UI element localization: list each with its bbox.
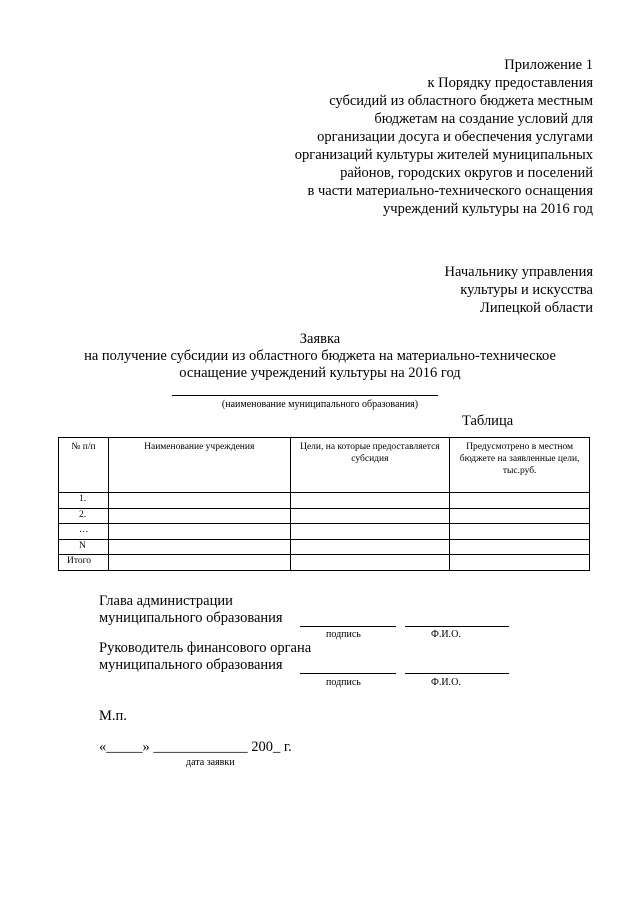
table-total-row: [59, 555, 590, 571]
cell-goals[interactable]: [290, 524, 450, 540]
appendix-line: Приложение 1: [504, 57, 593, 73]
table-row: [59, 524, 590, 540]
column-header-number: № п/п: [59, 438, 109, 493]
title-line: оснащение учреждений культуры на 2016 год: [179, 365, 461, 381]
total-label: Итого: [59, 555, 109, 571]
finance-name-field[interactable]: [405, 673, 509, 674]
appendix-line: организаций культуры жителей муниципальных: [294, 147, 593, 163]
date-caption: дата заявки: [186, 757, 235, 768]
appendix-header: [295, 56, 593, 218]
municipality-blank-line[interactable]: [172, 395, 438, 396]
finance-title-line1: Руководитель финансового органа: [99, 640, 312, 656]
title-heading: Заявка: [299, 331, 341, 347]
head-signature-field[interactable]: [300, 626, 396, 627]
head-title-line1: Глава администрации: [99, 593, 233, 609]
signature-caption: подпись: [326, 677, 361, 688]
finance-title-line2: муниципального образования: [99, 657, 283, 673]
table-label: Таблица: [462, 413, 514, 429]
cell-institution[interactable]: [108, 524, 290, 540]
row-number: N: [59, 539, 109, 555]
cell-goals[interactable]: [290, 539, 450, 555]
head-signature-label: [99, 593, 283, 627]
cell-budget[interactable]: [450, 493, 590, 509]
cell-budget[interactable]: [450, 524, 590, 540]
cell-goals[interactable]: [290, 493, 450, 509]
cell-budget[interactable]: [450, 508, 590, 524]
appendix-line: районов, городских округов и поселений: [340, 165, 593, 181]
appendix-line: бюджетам на создание условий для: [374, 111, 593, 127]
document-title: [0, 331, 640, 382]
cell-institution[interactable]: [108, 508, 290, 524]
addressee-block: [445, 263, 593, 317]
appendix-line: к Порядку предоставления: [427, 75, 593, 91]
application-date-field[interactable]: «_____» _____________ 200_ г.: [99, 739, 292, 755]
row-number: …: [59, 524, 109, 540]
finance-signature-field[interactable]: [300, 673, 396, 674]
finance-signature-label: [99, 640, 311, 674]
name-caption: Ф.И.О.: [431, 677, 461, 688]
appendix-line: учреждений культуры на 2016 год: [383, 201, 593, 217]
column-header-institution: Наименование учреждения: [108, 438, 290, 493]
appendix-line: субсидий из областного бюджета местным: [329, 93, 593, 109]
head-title-line2: муниципального образования: [99, 610, 283, 626]
appendix-line: организации досуга и обеспечения услугами: [317, 129, 593, 145]
table-header-row: [59, 438, 590, 493]
municipality-caption: (наименование муниципального образования): [221, 399, 419, 410]
cell-goals[interactable]: [290, 508, 450, 524]
row-number: 2.: [59, 508, 109, 524]
addressee-line: Липецкой области: [480, 300, 593, 316]
signature-caption: подпись: [326, 629, 361, 640]
cell-budget[interactable]: [450, 539, 590, 555]
name-caption: Ф.И.О.: [431, 629, 461, 640]
title-line: на получение субсидии из областного бюджета на материально-техническое: [84, 348, 556, 364]
cell-budget[interactable]: [450, 555, 590, 571]
column-header-goals: Цели, на которые предоставляется субсидия: [290, 438, 450, 493]
head-name-field[interactable]: [405, 626, 509, 627]
table-row: [59, 508, 590, 524]
cell-institution[interactable]: [108, 493, 290, 509]
stamp-place-label: М.п.: [99, 708, 127, 724]
request-table: [58, 437, 590, 571]
cell-goals[interactable]: [290, 555, 450, 571]
cell-institution[interactable]: [108, 555, 290, 571]
table-row: [59, 539, 590, 555]
row-number: 1.: [59, 493, 109, 509]
addressee-line: культуры и искусства: [460, 282, 593, 298]
addressee-line: Начальнику управления: [444, 264, 593, 280]
appendix-line: в части материально-технического оснащения: [307, 183, 593, 199]
table-row: [59, 493, 590, 509]
column-header-budget: Предусмотрено в местном бюджете на заявленные цели, тыс.руб.: [450, 438, 590, 493]
cell-institution[interactable]: [108, 539, 290, 555]
